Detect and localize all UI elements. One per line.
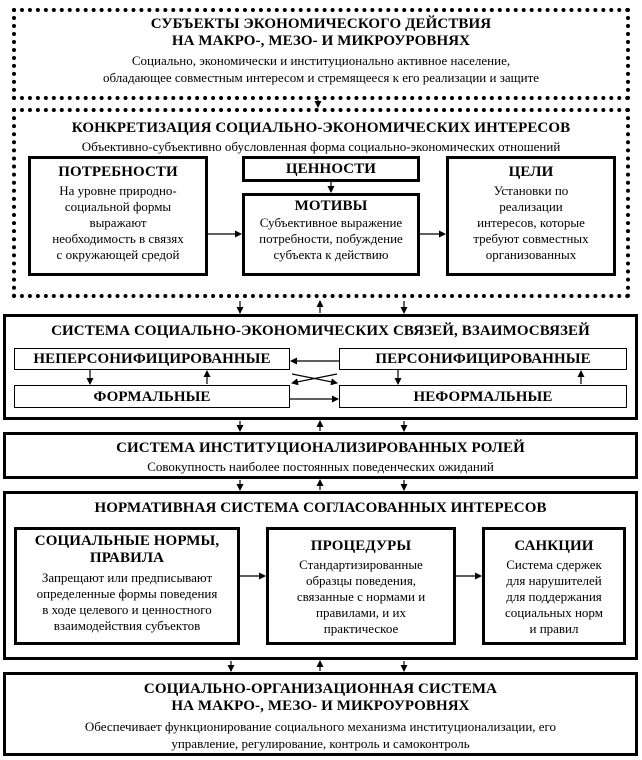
sanctions-line: для нарушителей bbox=[506, 573, 602, 588]
impersonal-label: НЕПЕРСОНИФИЦИРОВАННЫЕ bbox=[33, 351, 271, 367]
organization-desc-line1: Обеспечивает функционирование социального механизма институционализации, его bbox=[84, 719, 557, 734]
procedures-line: практическое bbox=[323, 621, 399, 636]
goals-line: Установки по bbox=[493, 183, 569, 198]
informal-label: НЕФОРМАЛЬНЫЕ bbox=[413, 389, 553, 405]
procedures-line: связанные с нормами и bbox=[296, 589, 426, 604]
needs-line: выражают bbox=[89, 215, 147, 230]
roles-title: СИСТЕМА ИНСТИТУЦИОНАЛИЗИРОВАННЫХ РОЛЕЙ bbox=[116, 440, 525, 456]
sanctions-line: для поддержания bbox=[506, 589, 602, 604]
norms-title-line2: ПРАВИЛА bbox=[89, 550, 165, 566]
needs-title: ПОТРЕБНОСТИ bbox=[58, 164, 178, 180]
motives-line: потребности, побуждение bbox=[259, 231, 403, 246]
personal-label: ПЕРСОНИФИЦИРОВАННЫЕ bbox=[375, 351, 591, 367]
norms-line: Запрещают или предписывают bbox=[41, 570, 213, 585]
sanctions-line: социальных норм bbox=[505, 605, 603, 620]
procedures-title: ПРОЦЕДУРЫ bbox=[310, 538, 412, 554]
roles-desc: Совокупность наиболее постоянных поведенческих ожиданий bbox=[147, 459, 494, 474]
interests-title: КОНКРЕТИЗАЦИЯ СОЦИАЛЬНО-ЭКОНОМИЧЕСКИХ ИНТЕРЕСОВ bbox=[71, 120, 571, 136]
norms-line: взаимодействия субъектов bbox=[53, 618, 201, 633]
needs-line: На уровне природно- bbox=[59, 183, 177, 198]
norms-title-line1: СОЦИАЛЬНЫЕ НОРМЫ, bbox=[34, 533, 220, 549]
goals-line: интересов, которые bbox=[477, 215, 585, 230]
needs-line: необходимость в связях bbox=[52, 231, 184, 246]
organization-desc-line2: управление, регулирование, контроль и самоконтроль bbox=[171, 736, 470, 751]
goals-title: ЦЕЛИ bbox=[508, 164, 554, 180]
sanctions-line: Система сдержек bbox=[506, 557, 602, 572]
procedures-line: Стандартизированные bbox=[299, 557, 423, 572]
goals-line: организованных bbox=[485, 247, 577, 262]
goals-line: реализации bbox=[499, 199, 563, 214]
norms-line: в ходе целевого и ценностного bbox=[42, 602, 212, 617]
formal-label: ФОРМАЛЬНЫЕ bbox=[93, 389, 211, 405]
subjects-desc-line2: обладающее совместным интересом и стремящееся к его реализации и защите bbox=[102, 70, 540, 85]
procedures-line: образцы поведения, bbox=[305, 573, 417, 588]
needs-line: с окружающей средой bbox=[56, 247, 180, 262]
values-title: ЦЕННОСТИ bbox=[285, 161, 377, 177]
subjects-title-line1: СУБЪЕКТЫ ЭКОНОМИЧЕСКОГО ДЕЙСТВИЯ bbox=[150, 16, 492, 32]
organization-title-line2: НА МАКРО-, МЕЗО- И МИКРОУРОВНЯХ bbox=[171, 698, 470, 714]
normative-title: НОРМАТИВНАЯ СИСТЕМА СОГЛАСОВАННЫХ ИНТЕРЕСОВ bbox=[94, 500, 547, 516]
sanctions-title: САНКЦИИ bbox=[514, 538, 594, 554]
procedures-line: правилами, и их bbox=[316, 605, 406, 620]
goals-line: требуют совместных bbox=[473, 231, 589, 246]
organization-title-line1: СОЦИАЛЬНО-ОРГАНИЗАЦИОННАЯ СИСТЕМА bbox=[143, 681, 498, 697]
motives-line: Субъективное выражение bbox=[259, 215, 403, 230]
relations-title: СИСТЕМА СОЦИАЛЬНО-ЭКОНОМИЧЕСКИХ СВЯЗЕЙ, ВЗАИМОСВЯЗЕЙ bbox=[51, 323, 590, 339]
norms-line: определенные формы поведения bbox=[36, 586, 218, 601]
sanctions-line: и правил bbox=[529, 621, 579, 636]
motives-line: субъекта к действию bbox=[273, 247, 389, 262]
motives-title: МОТИВЫ bbox=[294, 198, 368, 214]
subjects-desc-line1: Социально, экономически и институционально активное население, bbox=[131, 53, 511, 68]
interests-subtitle: Объективно-субъективно обусловленная форма социально-экономических отношений bbox=[81, 139, 561, 154]
needs-line: социальной формы bbox=[64, 199, 172, 214]
subjects-title-line2: НА МАКРО-, МЕЗО- И МИКРОУРОВНЯХ bbox=[171, 33, 471, 49]
